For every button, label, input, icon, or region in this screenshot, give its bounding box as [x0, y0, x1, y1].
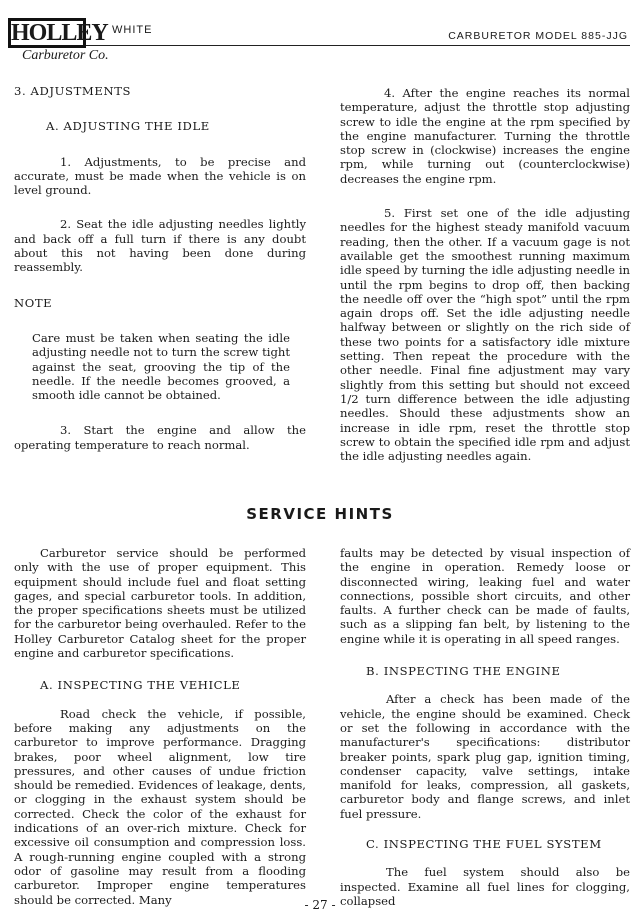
header-rule [86, 45, 630, 46]
left-bottom-column [14, 546, 306, 907]
subhead-adjusting-idle: A. ADJUSTING THE IDLE [46, 119, 210, 134]
fuel-paragraph: The fuel system should also be inspected. Examine all fuel lines for clogging, collapsed [340, 865, 630, 908]
subhead-inspecting-fuel: C. INSPECTING THE FUEL SYSTEM [366, 837, 602, 852]
paragraph-2: 2. Seat the idle adjusting needles lightly and back off a full turn if there is any doubt about this not having been done during reassembly. [14, 217, 306, 275]
service-intro: Carburetor service should be performed only with the use of proper equipment. This equipment should include fuel and float setting gages, and special carburetor tools. In addition, the proper specifications sheets must be utilized for the carburetor being overhauled. Refer to the Holley Carburetor Catalog sheet for the proper engine and carburetor specifications. [14, 546, 306, 661]
subhead-inspecting-vehicle: A. INSPECTING THE VEHICLE [40, 678, 241, 693]
holley-logo: HOLLEY [8, 18, 86, 48]
paragraph-3: 3. Start the engine and allow the operating temperature to reach normal. [14, 423, 306, 452]
note-body: Care must be taken when seating the idle adjusting needle not to turn the screw tight against the seat, grooving the tip of the needle. If the needle becomes grooved, a smooth idle cannot be obtained. [32, 330, 290, 403]
faults-paragraph: faults may be detected by visual inspection of the engine in operation. Remedy loose or disconnected wiring, leaking fuel and water connections, possible short circuits, and other faults. A further check can be made of faults, such as a slipping fan belt, by listening to the engine while it is operating in all speed ranges. [340, 546, 630, 646]
header-left-label: WHITE [112, 24, 153, 36]
service-hints-title: SERVICE HINTS [246, 505, 394, 523]
subhead-inspecting-engine: B. INSPECTING THE ENGINE [366, 664, 561, 679]
right-bottom-column [340, 546, 630, 908]
vehicle-paragraph: Road check the vehicle, if possible, before making any adjustments on the carburetor to improve performance. Dragging brakes, poor wheel alignment, low tire pressures, and other causes of undue friction should be remedied. Evidences of leakage, dents, or clogging in the exhaust system should be corrected. Check the color of the exhaust for indications of an over-rich mixture. Check for excessive oil consumption and compression loss. A rough-running engine coupled with a strong odor of gasoline may result from a flooding carburetor. Improper engine temperatures should be corrected. Many [14, 706, 306, 907]
section-heading: 3. ADJUSTMENTS [14, 84, 132, 98]
page-number: - 27 - [304, 898, 336, 912]
paragraph-5: 5. First set one of the idle adjusting needles for the highest steady manifold vacuum reading, then the other. If a vacuum gage is not available get the smoothest running maximum idle speed by turning the idle adjusting needle in until the rpm begins to drop off, then backing the needle off over the “high spot” until the rpm again drops off. Set the idle adjusting needle halfway between or slightly on the rich side of these two points for a satisfactory idle mixture setting. Then repeat the procedure with the other needle. Final fine adjustment may vary slightly from this setting but should not exceed 1/2 turn difference between the idle adjusting needles. Should these adjustments show an increase in idle rpm, reset the throttle stop screw to obtain the specified idle rpm and adjust the idle adjusting needles again. [340, 206, 630, 464]
note-title: NOTE [14, 295, 53, 310]
paragraph-4: 4. After the engine reaches its normal temperature, adjust the throttle stop adjusting screw to idle the engine at the rpm specified by the engine manufacturer. Turning the throttle stop screw in (clockwise) increases the engine rpm, while turning out (counterclockwise) decreases the engine rpm. [340, 86, 630, 186]
left-top-column [14, 84, 306, 452]
header-right-label: CARBURETOR MODEL 885-JJG [448, 30, 628, 42]
engine-paragraph: After a check has been made of the vehicle, the engine should be examined. Check or set the following in accordance with the manufacturer's specifications: distributor breaker points, spark plug gap, ignition timing, condenser capacity, valve settings, intake manifold for leaks, compression, all gaskets, carburetor body and flange screws, and inlet fuel pressure. [340, 692, 630, 821]
right-top-column [340, 86, 630, 463]
logo-script: Carburetor Co. [22, 48, 109, 63]
paragraph-1: 1. Adjustments, to be precise and accurate, must be made when the vehicle is on level ground. [14, 154, 306, 198]
